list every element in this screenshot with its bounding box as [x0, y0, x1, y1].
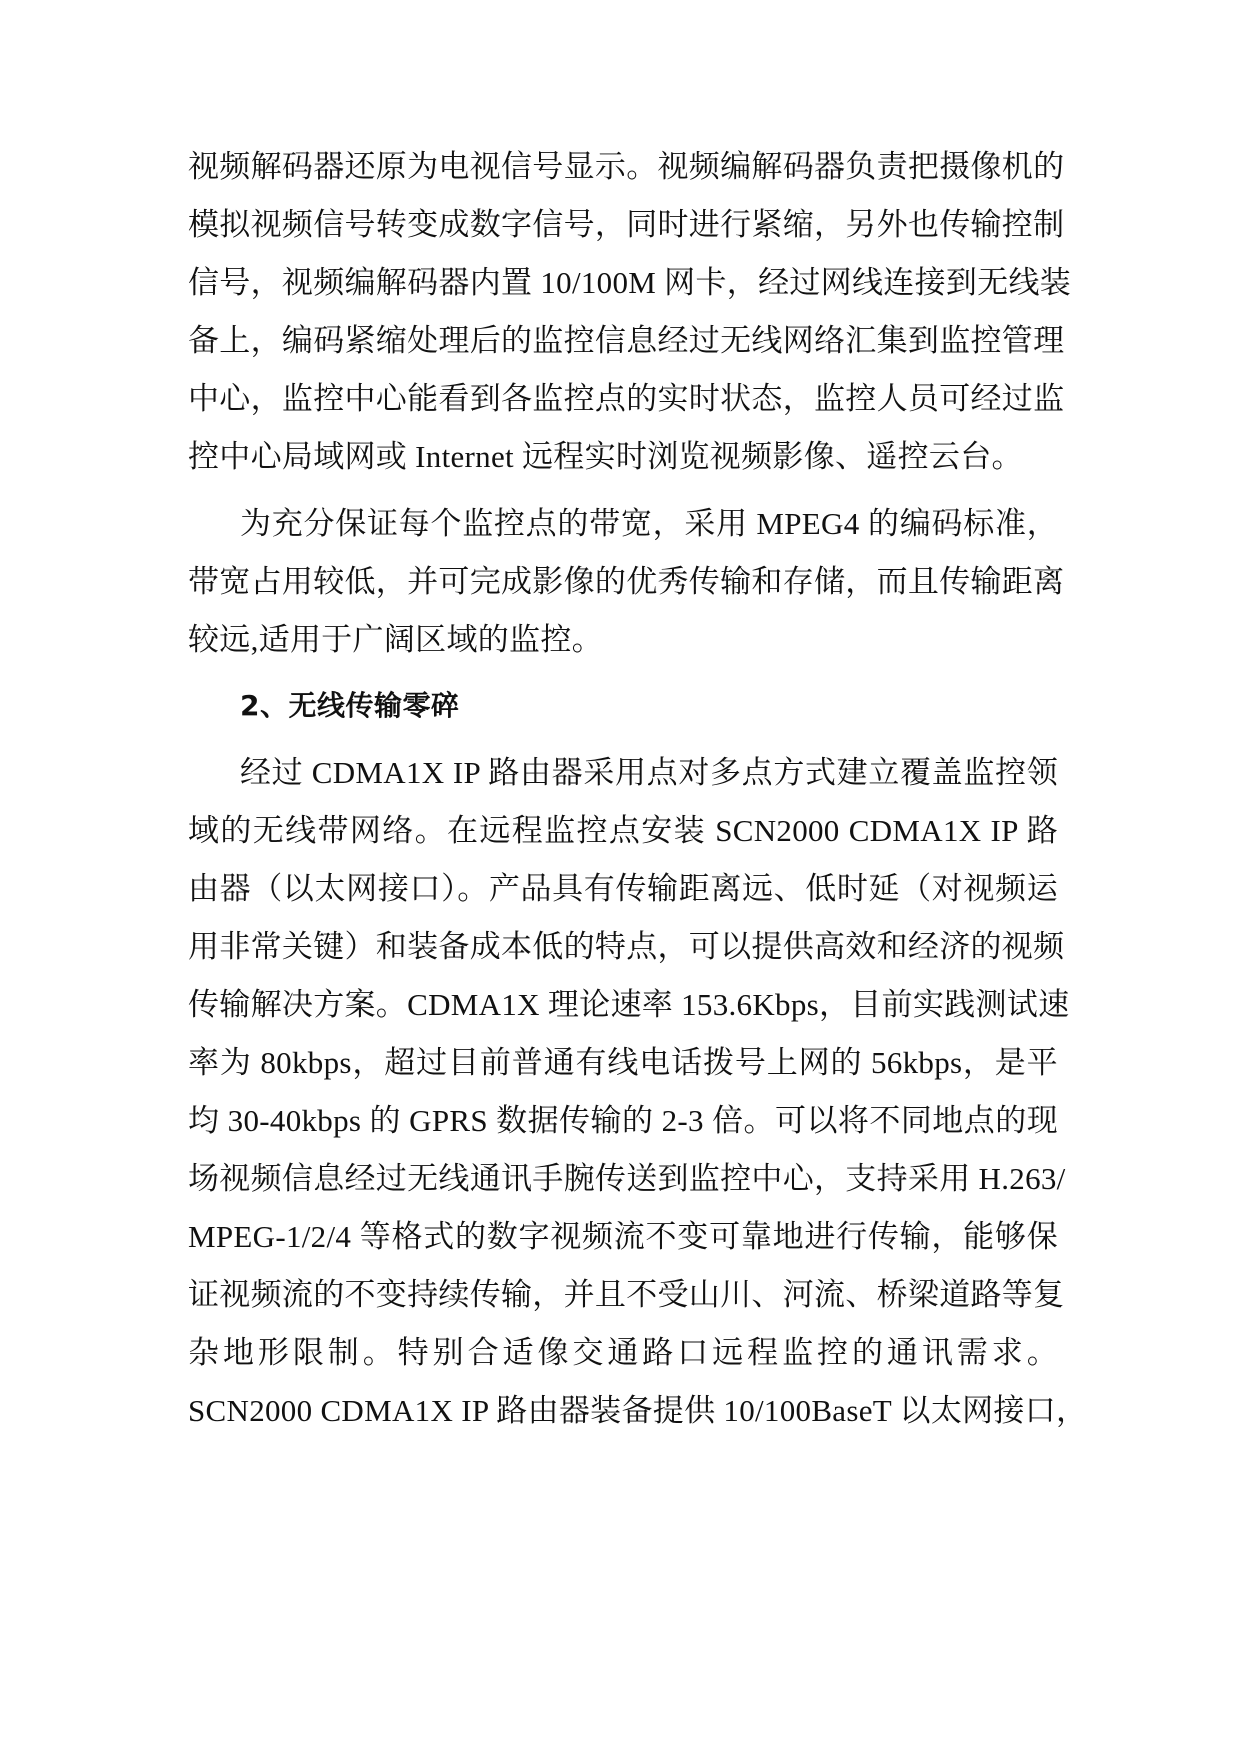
section-heading: 2、无线传输零碎	[240, 689, 460, 722]
paragraph-2-line-1: 为充分保证每个监控点的带宽，采用 MPEG4 的编码标准，	[240, 506, 1058, 541]
paragraph-1-line-5: 中心，监控中心能看到各监控点的实时状态，监控人员可经过监	[188, 381, 1065, 416]
paragraph-3-line-5: 传输解决方案。CDMA1X 理论速率 153.6Kbps，目前实践测试速	[188, 987, 1070, 1022]
paragraph-3-line-3: 由器（以太网接口）。产品具有传输距离远、低时延（对视频运	[188, 871, 1058, 906]
paragraph-2-line-2: 带宽占用较低，并可完成影像的优秀传输和存储，而且传输距离	[188, 564, 1065, 599]
paragraph-3-line-10: 证视频流的不变持续传输，并且不受山川、河流、桥梁道路等复	[188, 1277, 1065, 1312]
paragraph-1-line-1: 视频解码器还原为电视信号显示。视频编解码器负责把摄像机的	[188, 149, 1065, 184]
paragraph-3-line-1: 经过 CDMA1X IP 路由器采用点对多点方式建立覆盖监控领	[240, 755, 1058, 790]
paragraph-1-line-6: 控中心局域网或 Internet 远程实时浏览视频影像、遥控云台。	[188, 439, 1023, 474]
paragraph-3-line-8: 场视频信息经过无线通讯手腕传送到监控中心，支持采用 H.263/	[188, 1161, 1066, 1196]
paragraph-3-line-11: 杂地形限制。特别合适像交通路口远程监控的通讯需求。	[188, 1335, 1058, 1370]
paragraph-3-line-6: 率为 80kbps，超过目前普通有线电话拨号上网的 56kbps，是平	[188, 1045, 1058, 1080]
paragraph-1-line-3: 信号，视频编解码器内置 10/100M 网卡，经过网线连接到无线装	[188, 265, 1072, 300]
paragraph-2-line-3: 较远,适用于广阔区域的监控。	[188, 622, 603, 657]
paragraph-3-line-2: 域的无线带网络。在远程监控点安装 SCN2000 CDMA1X IP 路	[188, 813, 1058, 848]
paragraph-3-line-4: 用非常关键）和装备成本低的特点，可以提供高效和经济的视频	[188, 929, 1065, 964]
paragraph-3-line-12: SCN2000 CDMA1X IP 路由器装备提供 10/100BaseT 以太网接口，	[188, 1393, 1088, 1428]
paragraph-1-line-2: 模拟视频信号转变成数字信号，同时进行紧缩，另外也传输控制	[188, 207, 1065, 242]
paragraph-3-line-7: 均 30-40kbps 的 GPRS 数据传输的 2-3 倍。可以将不同地点的现	[188, 1103, 1058, 1138]
paragraph-3-line-9: MPEG-1/2/4 等格式的数字视频流不变可靠地进行传输，能够保	[188, 1219, 1058, 1254]
paragraph-1-line-4: 备上，编码紧缩处理后的监控信息经过无线网络汇集到监控管理	[188, 323, 1065, 358]
